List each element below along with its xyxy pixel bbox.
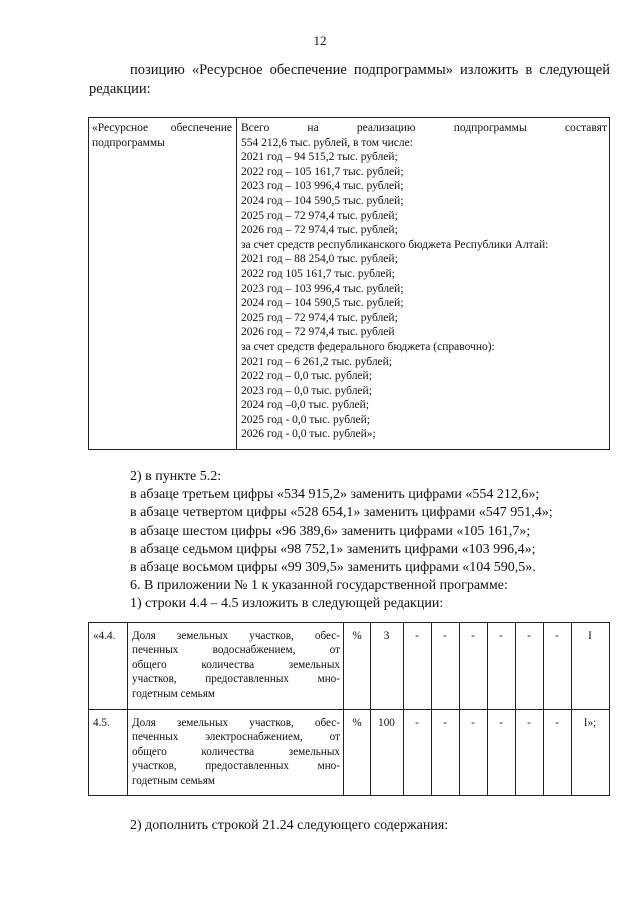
- list-item: 2) в пункте 5.2:: [130, 469, 222, 484]
- row-number: 4.5.: [93, 717, 110, 729]
- resource-value-line: за счет средств федерального бюджета (справочно):: [241, 340, 495, 353]
- row-number: «4.4.: [93, 630, 116, 642]
- list-item: в абзаце третьем цифры «534 915,2» заменить цифрами «554 212,6»;: [130, 487, 540, 503]
- indicator-line: годетным семьям: [132, 687, 215, 700]
- table-column-divider: [236, 118, 237, 449]
- resource-label-line: подпрограммы: [92, 136, 165, 149]
- resource-value-line: 2024 год –0,0 тыс. рублей;: [241, 399, 370, 412]
- resource-value-line: 2022 год – 105 161,7 тыс. рублей;: [241, 165, 404, 178]
- unit-cell: %: [352, 717, 362, 729]
- list-item: в абзаце шестом цифры «96 389,6» заменить цифрами «105 161,7»;: [130, 523, 531, 539]
- resource-value-line: 2025 год - 0,0 тыс. рублей;: [241, 413, 370, 426]
- resource-table: [88, 117, 610, 450]
- resource-value-line: 2021 год – 88 254,0 тыс. рублей;: [241, 253, 398, 266]
- dash-cell: -: [555, 630, 559, 642]
- last-cell: I: [588, 630, 592, 642]
- dash-cell: -: [499, 717, 503, 729]
- column-divider: [127, 710, 128, 795]
- resource-label-line: «Ресурсное обеспечение: [92, 122, 232, 134]
- page-number: 12: [313, 33, 327, 48]
- dash-cell: -: [471, 717, 475, 729]
- list-item: в абзаце седьмом цифры «98 752,1» заменить цифрами «103 996,4»;: [130, 541, 536, 557]
- table-row: [89, 710, 609, 795]
- indicator-table: [88, 622, 610, 796]
- closing-paragraph: 2) дополнить строкой 21.24 следующего содержания:: [130, 818, 449, 833]
- resource-value-line: 2025 год – 72 974,4 тыс. рублей;: [241, 209, 398, 222]
- resource-value-line: 2022 год 105 161,7 тыс. рублей;: [241, 267, 395, 280]
- resource-value-line: 2024 год – 104 590,5 тыс. рублей;: [241, 194, 404, 207]
- resource-value-line: 2023 год – 103 996,4 тыс. рублей;: [241, 282, 404, 295]
- dash-cell: -: [527, 717, 531, 729]
- unit-cell: %: [352, 630, 362, 642]
- resource-value-line: 2023 год – 0,0 тыс. рублей;: [241, 384, 372, 397]
- indicator-line: общего количества земельных: [132, 745, 340, 758]
- resource-value-line: Всего на реализацию подпрограммы составят: [241, 122, 607, 134]
- indicator-line: Доля земельных участков, обес-: [132, 717, 340, 729]
- list-item: 1) строки 4.4 – 4.5 изложить в следующей редакции:: [130, 596, 444, 612]
- table-row: [89, 623, 609, 710]
- value-cell: 3: [383, 630, 390, 642]
- list-item: в абзаце четвертом цифры «528 654,1» заменить цифрами «547 951,4»;: [130, 505, 553, 521]
- indicator-line: участков, предоставленных мно-: [132, 760, 340, 773]
- resource-value-line: 2024 год – 104 590,5 тыс. рублей;: [241, 297, 404, 310]
- resource-value-cell: [241, 121, 607, 442]
- resource-value-line: 2022 год – 0,0 тыс. рублей;: [241, 370, 372, 383]
- last-cell: I»;: [583, 717, 597, 729]
- dash-cell: -: [499, 630, 503, 642]
- value-cell: 100: [378, 717, 395, 729]
- resource-label-cell: [92, 121, 232, 150]
- indicator-name: [132, 629, 340, 701]
- dash-cell: -: [443, 717, 447, 729]
- resource-value-line: 2021 год – 94 515,2 тыс. рублей;: [241, 151, 398, 164]
- resource-value-line: 2026 год - 0,0 тыс. рублей»;: [241, 428, 376, 441]
- indicator-name: [132, 716, 340, 788]
- list-item: 6. В приложении № 1 к указанной государственной программе:: [130, 578, 508, 594]
- indicator-line: печенных водоснабжением, от: [132, 644, 340, 657]
- resource-value-line: 554 212,6 тыс. рублей, в том числе:: [241, 136, 413, 149]
- column-divider: [127, 623, 128, 709]
- resource-value-line: за счет средств республиканского бюджета Республики Алтай:: [241, 238, 549, 251]
- dash-cell: -: [471, 630, 475, 642]
- resource-value-line: 2026 год – 72 974,4 тыс. рублей;: [241, 224, 398, 237]
- resource-value-line: 2021 год – 6 261,2 тыс. рублей;: [241, 355, 393, 368]
- resource-value-line: 2025 год – 72 974,4 тыс. рублей;: [241, 311, 398, 324]
- indicator-line: Доля земельных участков, обес-: [132, 630, 340, 642]
- resource-value-line: 2026 год – 72 974,4 тыс. рублей: [241, 326, 395, 339]
- dash-cell: -: [555, 717, 559, 729]
- list-item: в абзаце восьмом цифры «99 309,5» заменить цифрами «104 590,5».: [130, 560, 536, 576]
- intro-line-2: редакции:: [89, 81, 151, 97]
- indicator-line: участков, предоставленных мно-: [132, 673, 340, 686]
- indicator-line: общего количества земельных: [132, 658, 340, 671]
- resource-value-line: 2023 год – 103 996,4 тыс. рублей;: [241, 180, 404, 193]
- dash-cell: -: [415, 630, 419, 642]
- amendment-list: [130, 468, 610, 614]
- dash-cell: -: [527, 630, 531, 642]
- dash-cell: -: [443, 630, 447, 642]
- indicator-line: печенных электроснабжением, от: [132, 731, 340, 744]
- intro-line-1: позицию «Ресурсное обеспечение подпрограммы» изложить в следующей: [130, 62, 610, 78]
- indicator-line: годетным семьям: [132, 774, 215, 787]
- dash-cell: -: [415, 717, 419, 729]
